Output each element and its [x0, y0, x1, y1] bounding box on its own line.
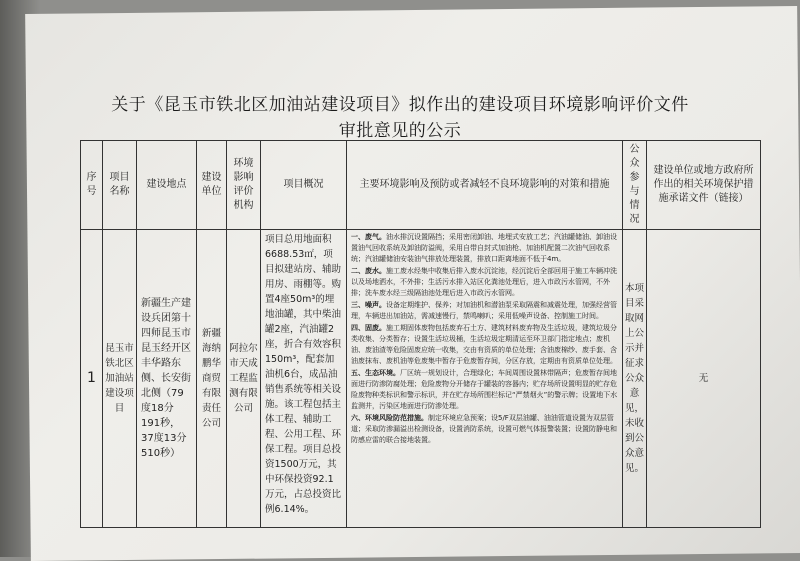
header-overview: 项目概况	[261, 141, 347, 230]
measure-item-risk: 六、环境风险防范措施。制定环境应急预案；设5/F双层油罐、油油管道设置为双层管道；采取防渗漏溢出检测设备，设置消防系统，设置可燃气体报警装置；设置防静电和防感应雷的联合接地装置。	[351, 414, 617, 444]
measure-item-ecology: 五、生态环境。厂区统一规划设计，合理绿化；车间周围设置林带隔声；危废暂存间地面进行防渗防腐处理；危险废物分开储存于罐装的容器内；贮存场所设置明显的贮存危险废物种类标识和警示标识，并在贮存场所围栏标记“严禁烟火”的警示牌；设置地下水监测井，污染区地面进行防渗处理。	[351, 369, 618, 410]
table-header-row	[81, 141, 761, 230]
header-seq: 序号	[81, 141, 103, 230]
document-title-line2: 审批意见的公示	[338, 121, 462, 141]
header-location: 建设地点	[137, 141, 197, 230]
cell-measures	[347, 230, 623, 528]
measure-item-water: 二、废水。施工废水经集中收集后排入废水沉淀池，经沉淀后全部回用于施工车辆冲洗以及场地洒水，不外排；生活污水排入站区化粪池处理后，进入市政污水管网，不外排；洗车废水经三级隔油池处理后进入市政污水管网。	[351, 267, 617, 297]
measure-item-noise: 三、噪声。设备定期维护、保养；对加油机和潜油泵采取隔震和减震处理，加强经营管理，车辆进出加油站，需减速慢行，禁鸣喇叭；采用低噪声设备、控制施工时间。	[351, 301, 617, 320]
header-measures: 主要环境影响及预防或者减轻不良环境影响的对策和措施	[347, 141, 623, 230]
cell-public: 本项目采取网上公示并征求公众意见，未收到公众意见。	[623, 230, 647, 528]
cell-seq: 1	[81, 230, 103, 528]
header-public: 公众参与情况	[623, 141, 647, 230]
cell-commitment: 无	[647, 230, 761, 528]
approval-table	[80, 140, 761, 528]
cell-eia-org: 阿拉尔市天成工程监测有限公司	[227, 230, 261, 528]
measure-item-solid-waste: 四、固废。施工期固体废物包括废弃石土方、建筑材料废弃物及生活垃圾，建筑垃圾分类收集、分类暂存；设置生活垃圾桶，生活垃圾定期清运至环卫部门指定地点；废机油、废油渣等危险固废应统一收集，交由有资质的单位处理；含油废棉纱、废手套、含油废抹布、废机油等危废集中暂存于危废暂存间，分区存放，定期由有资质单位处理。	[351, 324, 617, 365]
header-eia-org: 环境影响评价机构	[227, 141, 261, 230]
document-title-line1: 关于《昆玉市铁北区加油站建设项目》拟作出的建设项目环境影响评价文件	[111, 95, 689, 115]
cell-name: 昆玉市铁北区加油站建设项目	[103, 230, 137, 528]
header-commitment: 建设单位或地方政府所作出的相关环境保护措施承诺文件（链接）	[647, 141, 761, 230]
cell-overview: 项目总用地面积6688.53㎡，项目拟建站房、辅助用房、雨棚等。购置4座50m³的埋地油罐，其中柴油罐2座，汽油罐2座，折合有效容积150m³，配套加油机6台，成品油销售系统等相关设施。该工程包括主体工程、辅助工程、公用工程、环保工程。项目总投资1500万元，其中环保投资92.1万元，占总投资比例6.14%。	[261, 230, 347, 528]
header-name: 项目名称	[103, 141, 137, 230]
measure-item-air: 一、废气。油水排沉设置隔挡；采用密闭卸油、地埋式安放工艺；汽油罐储油、卸油设置油气回收系统及卸油防溢阀，采用自带自封式加油枪、加油机配置二次油气回收系统；汽油罐储油安装油气排放处理装置，排放口距离地面不低于4m。	[351, 233, 617, 263]
header-unit: 建设单位	[197, 141, 227, 230]
table-row	[81, 230, 761, 528]
cell-location: 新疆生产建设兵团第十四师昆玉市昆玉经开区丰华路东侧、长安街北侧（79度18分191秒，37度13分510秒）	[137, 230, 197, 528]
cell-unit: 新疆海纳鹏华商贸有限责任公司	[197, 230, 227, 528]
